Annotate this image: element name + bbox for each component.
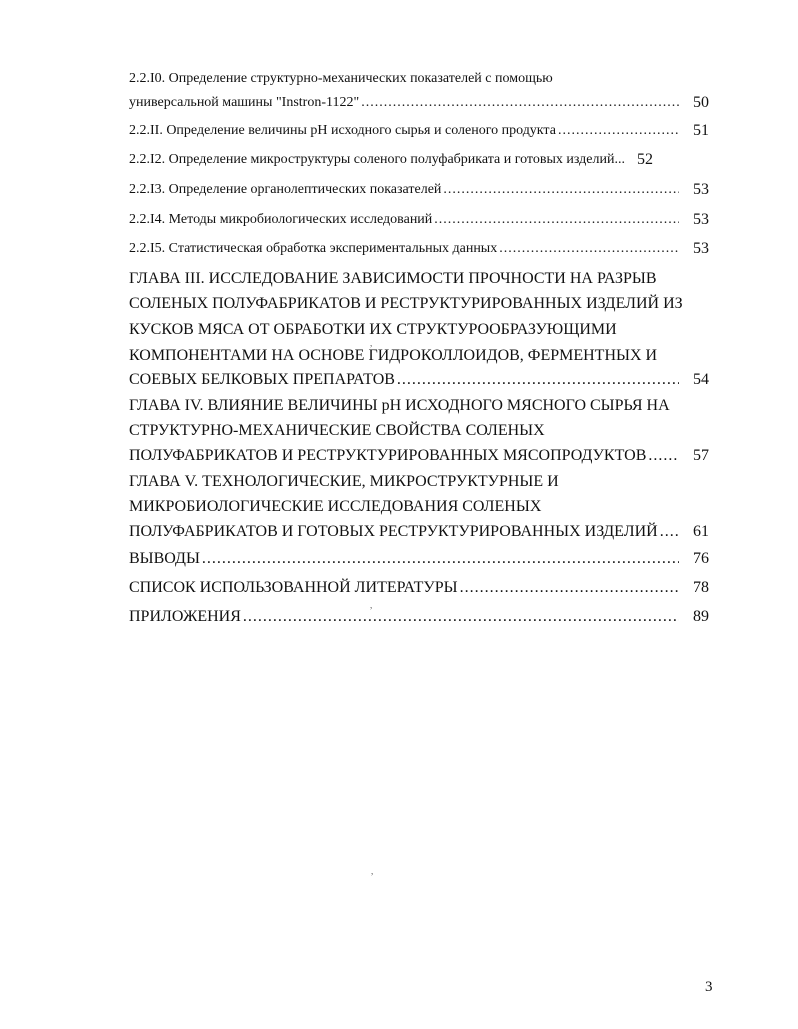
toc-conclusions[interactable] xyxy=(129,549,709,569)
toc-entry-text: ВЫВОДЫ xyxy=(129,550,200,567)
toc-chapter-3-line-2: СОЛЕНЫХ ПОЛУФАБРИКАТОВ И РЕСТРУКТУРИРОВАННЫХ ИЗДЕЛИЙ ИЗ xyxy=(129,295,683,312)
toc-page-number: 53 xyxy=(693,181,709,198)
toc-entry-text: СОЕВЫХ БЕЛКОВЫХ ПРЕПАРАТОВ xyxy=(129,371,395,388)
toc-entry-text: универсальной машины "Instron-1122" xyxy=(129,95,360,110)
toc-entry-text: 2.2.I5. Статистическая обработка экспериментальных данных xyxy=(129,241,498,256)
dot-leader xyxy=(202,549,679,569)
toc-entry-text: 2.2.II. Определение величины рН исходного сырья и соленого продукта xyxy=(129,123,556,138)
scan-speck: , xyxy=(370,338,373,348)
dot-leader xyxy=(660,522,679,542)
toc-chapter-5[interactable] xyxy=(129,522,709,542)
toc-page-number: 51 xyxy=(693,122,709,139)
toc-chapter-3[interactable] xyxy=(129,370,709,390)
toc-page-number: 52 xyxy=(636,151,653,168)
toc-appendices[interactable] xyxy=(129,607,709,627)
toc-chapter-3-line-4: КОМПОНЕНТАМИ НА ОСНОВЕ ГИДРОКОЛЛОИДОВ, ФЕРМЕНТНЫХ И xyxy=(129,347,658,364)
toc-page-number: 53 xyxy=(693,211,709,228)
toc-entry-2-2-12[interactable] xyxy=(129,151,709,169)
dot-leader xyxy=(648,446,679,466)
toc-entry-2-2-13[interactable] xyxy=(129,181,709,199)
toc-chapter-3-line-1: ГЛАВА III. ИССЛЕДОВАНИЕ ЗАВИСИМОСТИ ПРОЧНОСТИ НА РАЗРЫВ xyxy=(129,270,657,287)
toc-chapter-5-line-2: МИКРОБИОЛОГИЧЕСКИЕ ИССЛЕДОВАНИЯ СОЛЕНЫХ xyxy=(129,498,542,515)
toc-page-number: 53 xyxy=(693,240,709,257)
toc-entry-text: ПРИЛОЖЕНИЯ xyxy=(129,608,241,625)
toc-page-number: 50 xyxy=(693,94,709,111)
dot-leader xyxy=(499,240,679,258)
toc-entry-text: 2.2.I4. Методы микробиологических исследований xyxy=(129,212,433,227)
toc-entry-2-2-14[interactable] xyxy=(129,211,709,229)
toc-entry-text: 2.2.I3. Определение органолептических показателей xyxy=(129,182,442,197)
dot-leader xyxy=(243,607,679,627)
scan-speck: , xyxy=(371,866,374,876)
toc-page-number: 61 xyxy=(693,523,709,540)
toc-page-number: 89 xyxy=(693,608,709,625)
toc-chapter-3-line-3: КУСКОВ МЯСА ОТ ОБРАБОТКИ ИХ СТРУКТУРООБРАЗУЮЩИМИ xyxy=(129,321,617,338)
toc-page-number: 78 xyxy=(693,579,709,596)
toc-entry-2-2-10[interactable] xyxy=(129,94,709,112)
dot-leader xyxy=(397,370,679,390)
toc-entry-text: ПОЛУФАБРИКАТОВ И РЕСТРУКТУРИРОВАННЫХ МЯСОПРОДУКТОВ xyxy=(129,447,647,464)
toc-page-number: 54 xyxy=(693,371,709,388)
toc-chapter-4-line-2: СТРУКТУРНО-МЕХАНИЧЕСКИЕ СВОЙСТВА СОЛЕНЫХ xyxy=(129,422,545,439)
toc-entry-2-2-15[interactable] xyxy=(129,240,709,258)
page-number: 3 xyxy=(705,979,713,995)
toc-chapter-5-line-1: ГЛАВА V. ТЕХНОЛОГИЧЕСКИЕ, МИКРОСТРУКТУРНЫЕ И xyxy=(129,473,559,490)
toc-entry-text: ПОЛУФАБРИКАТОВ И ГОТОВЫХ РЕСТРУКТУРИРОВАННЫХ ИЗДЕЛИЙ xyxy=(129,523,658,540)
scan-speck: , xyxy=(370,600,373,610)
toc-chapter-4[interactable] xyxy=(129,446,709,466)
toc-references[interactable] xyxy=(129,578,709,598)
toc-entry-text: СПИСОК ИСПОЛЬЗОВАННОЙ ЛИТЕРАТУРЫ xyxy=(129,579,458,596)
dot-leader xyxy=(443,181,679,199)
dot-leader xyxy=(460,578,679,598)
toc-entry-2-2-10-line-1: 2.2.I0. Определение структурно-механических показателей с помощью xyxy=(129,71,553,86)
dot-leader xyxy=(434,211,679,229)
dot-leader xyxy=(558,122,679,140)
toc-entry-text: 2.2.I2. Определение микроструктуры соленого полуфабриката и готовых изделий... xyxy=(129,152,625,167)
toc-chapter-4-line-1: ГЛАВА IV. ВЛИЯНИЕ ВЕЛИЧИНЫ рН ИСХОДНОГО МЯСНОГО СЫРЬЯ НА xyxy=(129,397,670,414)
toc-entry-2-2-11[interactable] xyxy=(129,122,709,140)
dot-leader xyxy=(361,94,679,112)
toc-page-number: 76 xyxy=(693,550,709,567)
toc-page-number: 57 xyxy=(693,447,709,464)
